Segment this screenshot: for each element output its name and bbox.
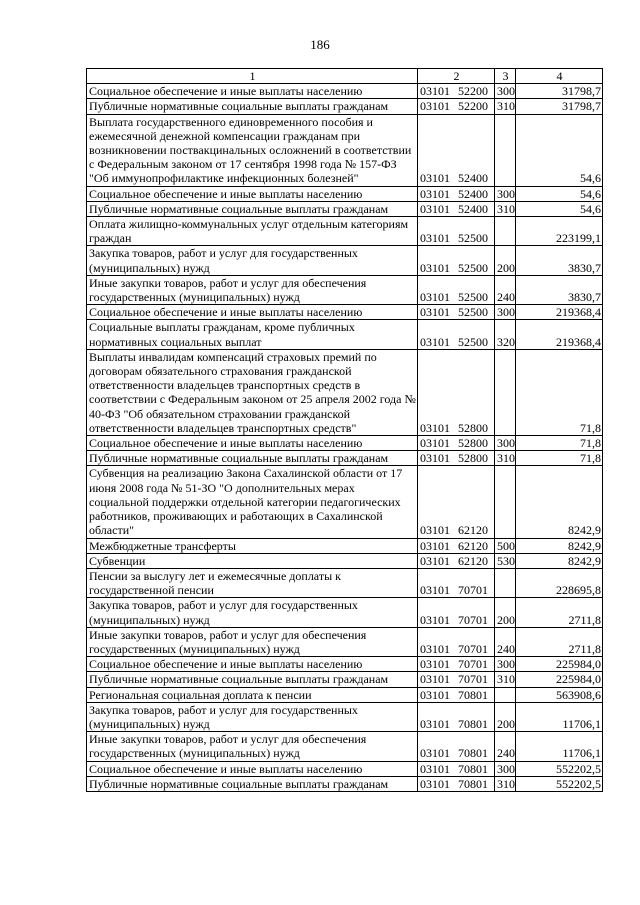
direction-code: 52500	[458, 231, 488, 246]
target-code	[418, 186, 495, 201]
target-code	[418, 776, 495, 791]
expense-type-code: 300	[495, 305, 516, 320]
target-code	[418, 672, 495, 687]
table-row	[87, 598, 603, 627]
amount: 225984,0	[516, 672, 603, 687]
target-code	[418, 114, 495, 186]
table-row	[87, 538, 603, 553]
program-code: 03101	[420, 231, 450, 246]
header-col-2: 2	[418, 69, 495, 84]
expense-type-code: 240	[495, 275, 516, 304]
expense-type-code	[495, 687, 516, 702]
target-code	[418, 349, 495, 435]
expense-type-code: 530	[495, 553, 516, 568]
table-row	[87, 99, 603, 114]
program-code: 03101	[420, 761, 450, 776]
direction-code: 52400	[458, 186, 488, 201]
amount: 219368,4	[516, 305, 603, 320]
table-row	[87, 732, 603, 761]
amount: 11706,1	[516, 702, 603, 731]
program-code: 03101	[420, 420, 450, 435]
item-name: Публичные нормативные социальные выплаты гражданам	[87, 672, 418, 687]
item-name: Выплаты инвалидам компенсаций страховых премий по договорам обязательного страхования гражданской ответственности владельцев транспортных средств в соответствии с Федеральным законом от 25 апреля 2002 года № 40-ФЗ "Об обязательном страховании гражданской ответственности владельцев транспортных средств"	[87, 349, 418, 435]
amount: 552202,5	[516, 761, 603, 776]
expense-type-code: 500	[495, 538, 516, 553]
target-code	[418, 598, 495, 627]
table-row	[87, 217, 603, 246]
direction-code: 52400	[458, 201, 488, 216]
direction-code: 52500	[458, 305, 488, 320]
table-row	[87, 687, 603, 702]
direction-code: 70701	[458, 672, 488, 687]
direction-code: 52800	[458, 420, 488, 435]
item-name: Иные закупки товаров, работ и услуг для обеспечения государственных (муниципальных) нужд	[87, 627, 418, 656]
direction-code: 70801	[458, 761, 488, 776]
amount: 563908,6	[516, 687, 603, 702]
program-code: 03101	[420, 657, 450, 672]
table-row	[87, 672, 603, 687]
expense-type-code	[495, 568, 516, 597]
direction-code: 52500	[458, 334, 488, 349]
amount: 2711,8	[516, 627, 603, 656]
item-name: Оплата жилищно-коммунальных услуг отдельным категориям граждан	[87, 217, 418, 246]
item-name: Публичные нормативные социальные выплаты гражданам	[87, 201, 418, 216]
program-code: 03101	[420, 436, 450, 451]
amount: 71,8	[516, 451, 603, 466]
expense-type-code: 300	[495, 761, 516, 776]
expense-type-code	[495, 114, 516, 186]
amount: 31798,7	[516, 84, 603, 99]
program-code: 03101	[420, 290, 450, 305]
direction-code: 52200	[458, 84, 488, 99]
direction-code: 70801	[458, 687, 488, 702]
header-col-4: 4	[516, 69, 603, 84]
table-row	[87, 84, 603, 99]
item-name: Закупка товаров, работ и услуг для государственных (муниципальных) нужд	[87, 598, 418, 627]
item-name: Социальное обеспечение и иные выплаты населению	[87, 305, 418, 320]
program-code: 03101	[420, 612, 450, 627]
program-code: 03101	[420, 99, 450, 114]
direction-code: 52800	[458, 436, 488, 451]
direction-code: 70801	[458, 746, 488, 761]
amount: 8242,9	[516, 466, 603, 538]
expense-type-code: 310	[495, 99, 516, 114]
amount: 54,6	[516, 114, 603, 186]
table-row	[87, 246, 603, 275]
target-code	[418, 217, 495, 246]
expense-type-code	[495, 349, 516, 435]
expense-type-code	[495, 217, 516, 246]
expense-type-code: 200	[495, 598, 516, 627]
header-col-3: 3	[495, 69, 516, 84]
program-code: 03101	[420, 553, 450, 568]
program-code: 03101	[420, 260, 450, 275]
expense-type-code: 310	[495, 451, 516, 466]
table-row	[87, 568, 603, 597]
item-name: Закупка товаров, работ и услуг для государственных (муниципальных) нужд	[87, 702, 418, 731]
amount: 219368,4	[516, 320, 603, 349]
target-code	[418, 201, 495, 216]
target-code	[418, 627, 495, 656]
expense-type-code: 300	[495, 186, 516, 201]
page-number: 186	[310, 37, 330, 52]
amount: 8242,9	[516, 538, 603, 553]
amount: 54,6	[516, 201, 603, 216]
program-code: 03101	[420, 451, 450, 466]
item-name: Социальное обеспечение и иные выплаты населению	[87, 436, 418, 451]
expense-type-code: 300	[495, 436, 516, 451]
program-code: 03101	[420, 523, 450, 538]
target-code	[418, 84, 495, 99]
expense-type-code	[495, 466, 516, 538]
item-name: Пенсии за выслугу лет и ежемесячные доплаты к государственной пенсии	[87, 568, 418, 597]
amount: 2711,8	[516, 598, 603, 627]
program-code: 03101	[420, 538, 450, 553]
item-name: Субвенция на реализацию Закона Сахалинской области от 17 июня 2008 года № 51-ЗО "О дополнительных мерах социальной поддержки отдельной категории педагогических работников, проживающих и работающих в Сахалинской области"	[87, 466, 418, 538]
direction-code: 62120	[458, 553, 488, 568]
item-name: Социальное обеспечение и иные выплаты населению	[87, 761, 418, 776]
item-name: Выплата государственного единовременного пособия и ежемесячной денежной компенсации гражданам при возникновении поствакцинальных осложнений в соответствии с Федеральным законом от 17 сентября 1998 года № 157-ФЗ "Об иммунопрофилактике инфекционных болезней"	[87, 114, 418, 186]
amount: 3830,7	[516, 246, 603, 275]
expense-type-code: 200	[495, 702, 516, 731]
target-code	[418, 246, 495, 275]
direction-code: 70801	[458, 716, 488, 731]
expense-type-code: 240	[495, 627, 516, 656]
program-code: 03101	[420, 776, 450, 791]
program-code: 03101	[420, 672, 450, 687]
expense-type-code: 300	[495, 657, 516, 672]
table-header-row	[87, 69, 603, 84]
target-code	[418, 466, 495, 538]
table-row	[87, 776, 603, 791]
table-row	[87, 349, 603, 435]
target-code	[418, 436, 495, 451]
direction-code: 70701	[458, 583, 488, 598]
item-name: Социальное обеспечение и иные выплаты населению	[87, 186, 418, 201]
item-name: Межбюджетные трансферты	[87, 538, 418, 553]
item-name: Публичные нормативные социальные выплаты гражданам	[87, 451, 418, 466]
expense-type-code: 310	[495, 776, 516, 791]
table-row	[87, 436, 603, 451]
table-row	[87, 186, 603, 201]
direction-code: 70801	[458, 776, 488, 791]
program-code: 03101	[420, 171, 450, 186]
table-row	[87, 657, 603, 672]
item-name: Закупка товаров, работ и услуг для государственных (муниципальных) нужд	[87, 246, 418, 275]
target-code	[418, 305, 495, 320]
amount: 8242,9	[516, 553, 603, 568]
table-row	[87, 761, 603, 776]
amount: 552202,5	[516, 776, 603, 791]
program-code: 03101	[420, 334, 450, 349]
amount: 71,8	[516, 349, 603, 435]
table-row	[87, 553, 603, 568]
budget-table	[86, 68, 603, 792]
direction-code: 52800	[458, 451, 488, 466]
table-row	[87, 275, 603, 304]
target-code	[418, 702, 495, 731]
expense-type-code: 240	[495, 732, 516, 761]
direction-code: 70701	[458, 657, 488, 672]
item-name: Региональная социальная доплата к пенсии	[87, 687, 418, 702]
item-name: Социальное обеспечение и иные выплаты населению	[87, 84, 418, 99]
expense-type-code: 300	[495, 84, 516, 99]
target-code	[418, 687, 495, 702]
target-code	[418, 275, 495, 304]
amount: 31798,7	[516, 99, 603, 114]
table-body	[87, 84, 603, 792]
target-code	[418, 538, 495, 553]
direction-code: 52400	[458, 171, 488, 186]
amount: 3830,7	[516, 275, 603, 304]
direction-code: 52500	[458, 260, 488, 275]
item-name: Иные закупки товаров, работ и услуг для обеспечения государственных (муниципальных) нужд	[87, 275, 418, 304]
program-code: 03101	[420, 84, 450, 99]
table-row	[87, 466, 603, 538]
target-code	[418, 320, 495, 349]
table-row	[87, 702, 603, 731]
target-code	[418, 657, 495, 672]
target-code	[418, 761, 495, 776]
amount: 71,8	[516, 436, 603, 451]
expense-type-code: 320	[495, 320, 516, 349]
table-row	[87, 627, 603, 656]
target-code	[418, 732, 495, 761]
target-code	[418, 553, 495, 568]
item-name: Публичные нормативные социальные выплаты гражданам	[87, 99, 418, 114]
expense-type-code: 200	[495, 246, 516, 275]
amount: 228695,8	[516, 568, 603, 597]
direction-code: 70701	[458, 612, 488, 627]
item-name: Социальные выплаты гражданам, кроме публичных нормативных социальных выплат	[87, 320, 418, 349]
program-code: 03101	[420, 716, 450, 731]
program-code: 03101	[420, 201, 450, 216]
item-name: Социальное обеспечение и иные выплаты населению	[87, 657, 418, 672]
direction-code: 62120	[458, 538, 488, 553]
table-row	[87, 305, 603, 320]
target-code	[418, 451, 495, 466]
amount: 11706,1	[516, 732, 603, 761]
item-name: Публичные нормативные социальные выплаты гражданам	[87, 776, 418, 791]
program-code: 03101	[420, 186, 450, 201]
header-col-1: 1	[87, 69, 418, 84]
item-name: Субвенции	[87, 553, 418, 568]
program-code: 03101	[420, 687, 450, 702]
amount: 223199,1	[516, 217, 603, 246]
amount: 54,6	[516, 186, 603, 201]
table-row	[87, 114, 603, 186]
program-code: 03101	[420, 305, 450, 320]
target-code	[418, 99, 495, 114]
direction-code: 70701	[458, 641, 488, 656]
amount: 225984,0	[516, 657, 603, 672]
direction-code: 62120	[458, 523, 488, 538]
program-code: 03101	[420, 641, 450, 656]
program-code: 03101	[420, 583, 450, 598]
direction-code: 52500	[458, 290, 488, 305]
direction-code: 52200	[458, 99, 488, 114]
table-row	[87, 451, 603, 466]
program-code: 03101	[420, 746, 450, 761]
target-code	[418, 568, 495, 597]
item-name: Иные закупки товаров, работ и услуг для обеспечения государственных (муниципальных) нужд	[87, 732, 418, 761]
table-row	[87, 201, 603, 216]
table-row	[87, 320, 603, 349]
expense-type-code: 310	[495, 672, 516, 687]
expense-type-code: 310	[495, 201, 516, 216]
